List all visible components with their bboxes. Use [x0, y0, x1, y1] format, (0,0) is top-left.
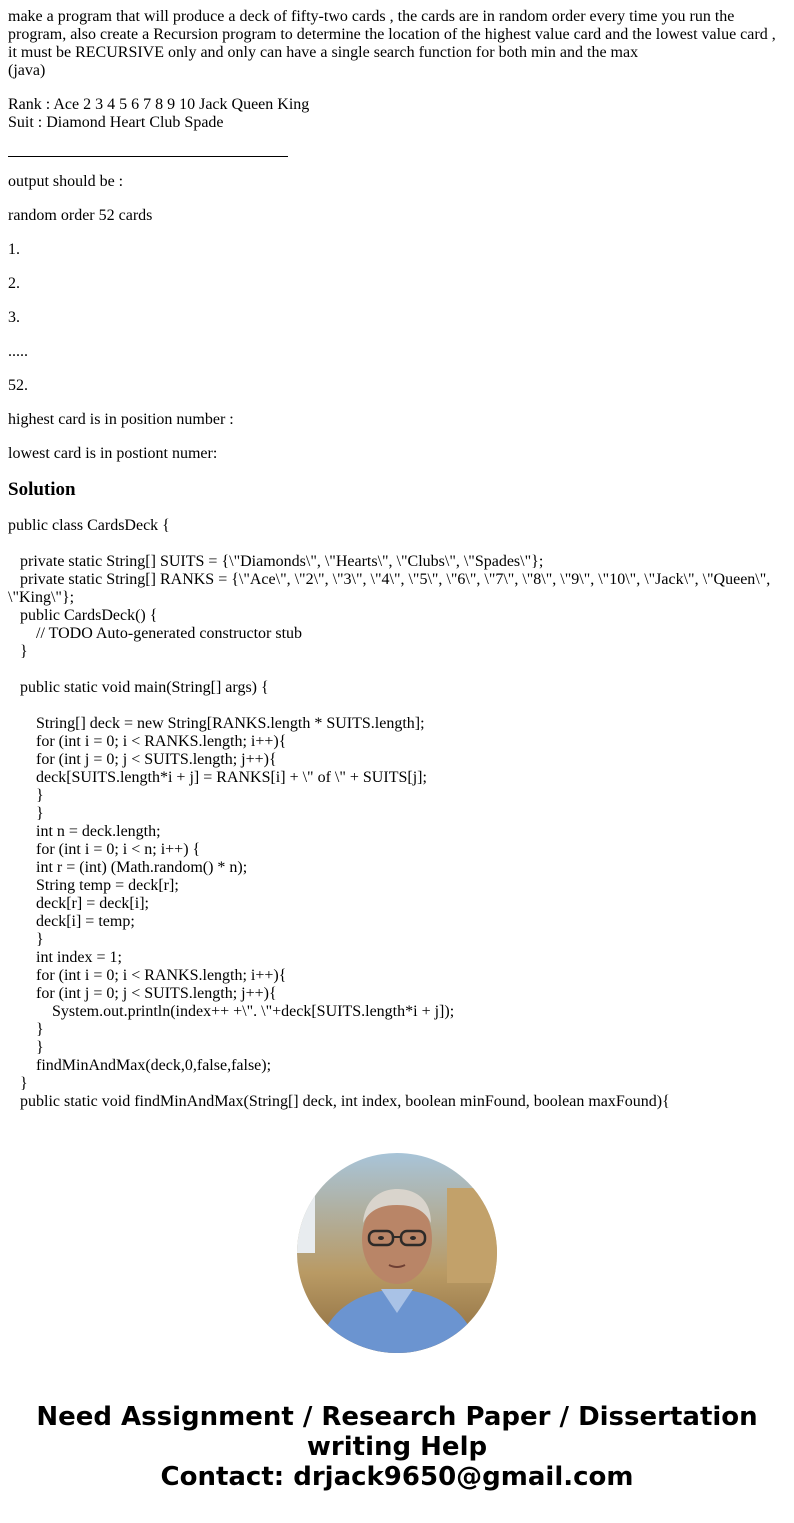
author-photo [297, 1153, 497, 1353]
output-line: ..... [8, 343, 28, 360]
solution-code [8, 517, 786, 1111]
code-line: } [36, 805, 44, 822]
code-line: for (int i = 0; i < n; i++) { [36, 841, 201, 858]
code-line: private static String[] SUITS = {\"Diamonds\", \"Hearts\", \"Clubs\", \"Spades\"}; [20, 553, 544, 570]
code-line: int n = deck.length; [36, 823, 161, 840]
output-line: highest card is in position number : [8, 411, 234, 428]
footer-line: Need Assignment / Research Paper / Dissertation [36, 1402, 758, 1432]
code-line: findMinAndMax(deck,0,false,false); [36, 1057, 272, 1074]
code-line: for (int i = 0; i < RANKS.length; i++){ [36, 733, 287, 750]
code-line: System.out.println(index++ +\". \"+deck[SUITS.length*i + j]); [52, 1003, 455, 1020]
code-line: private static String[] RANKS = {\"Ace\", \"2\", \"3\", \"4\", \"5\", \"6\", \"7\", \"8\", \"9\", \"10\", \"Jack\", \"Queen\", \"King\"}; [8, 571, 775, 606]
output-line: lowest card is in postiont numer: [8, 445, 218, 462]
code-line: for (int j = 0; j < SUITS.length; j++){ [36, 985, 277, 1002]
question-language: (java) [8, 62, 46, 79]
code-line: deck[r] = deck[i]; [36, 895, 149, 912]
code-line: } [36, 787, 44, 804]
code-line: // TODO Auto-generated constructor stub [36, 625, 303, 642]
question-text: make a program that will produce a deck of fifty-two cards , the cards are in random order every time you run the program, also create a Recursion program to determine the location of the highest value card and the lowest value card , it must be RECURSIVE only and only can have a single search function for both min and the max [8, 8, 776, 61]
suit-line: Suit : Diamond Heart Club Spade [8, 114, 224, 131]
solution-heading: Solution [8, 479, 76, 500]
code-line: } [36, 1021, 44, 1038]
code-line: } [36, 931, 44, 948]
code-line: public static void main(String[] args) { [20, 679, 269, 696]
author-photo-image [297, 1153, 497, 1353]
output-heading: output should be : [8, 173, 124, 190]
output-line: 52. [8, 377, 28, 394]
code-line-blank [8, 535, 786, 553]
output-line: random order 52 cards [8, 207, 153, 224]
code-line: } [20, 643, 28, 660]
code-line: String[] deck = new String[RANKS.length * SUITS.length]; [36, 715, 425, 732]
code-line-blank [8, 697, 786, 715]
code-line: public CardsDeck() { [20, 607, 158, 624]
rank-line: Rank : Ace 2 3 4 5 6 7 8 9 10 Jack Queen King [8, 96, 310, 113]
code-line: String temp = deck[r]; [36, 877, 179, 894]
code-line: } [20, 1075, 28, 1092]
code-line-blank [8, 661, 786, 679]
code-line: public class CardsDeck { [8, 517, 170, 534]
code-line: public static void findMinAndMax(String[] deck, int index, boolean minFound, boolean maxFound){ [20, 1093, 670, 1110]
output-line: 2. [8, 275, 20, 292]
code-line: int r = (int) (Math.random() * n); [36, 859, 248, 876]
code-line: int index = 1; [36, 949, 122, 966]
contact-footer [0, 1402, 794, 1492]
code-line: } [36, 1039, 44, 1056]
footer-contact-line: Contact: drjack9650@gmail.com [160, 1462, 634, 1492]
horizontal-rule [8, 156, 288, 157]
footer-line: writing Help [306, 1432, 488, 1462]
code-line: deck[SUITS.length*i + j] = RANKS[i] + \" of \" + SUITS[j]; [36, 769, 427, 786]
code-line: for (int i = 0; i < RANKS.length; i++){ [36, 967, 287, 984]
output-line: 1. [8, 241, 20, 258]
code-line: for (int j = 0; j < SUITS.length; j++){ [36, 751, 277, 768]
document-body [8, 8, 786, 1111]
code-line: deck[i] = temp; [36, 913, 135, 930]
output-line: 3. [8, 309, 20, 326]
